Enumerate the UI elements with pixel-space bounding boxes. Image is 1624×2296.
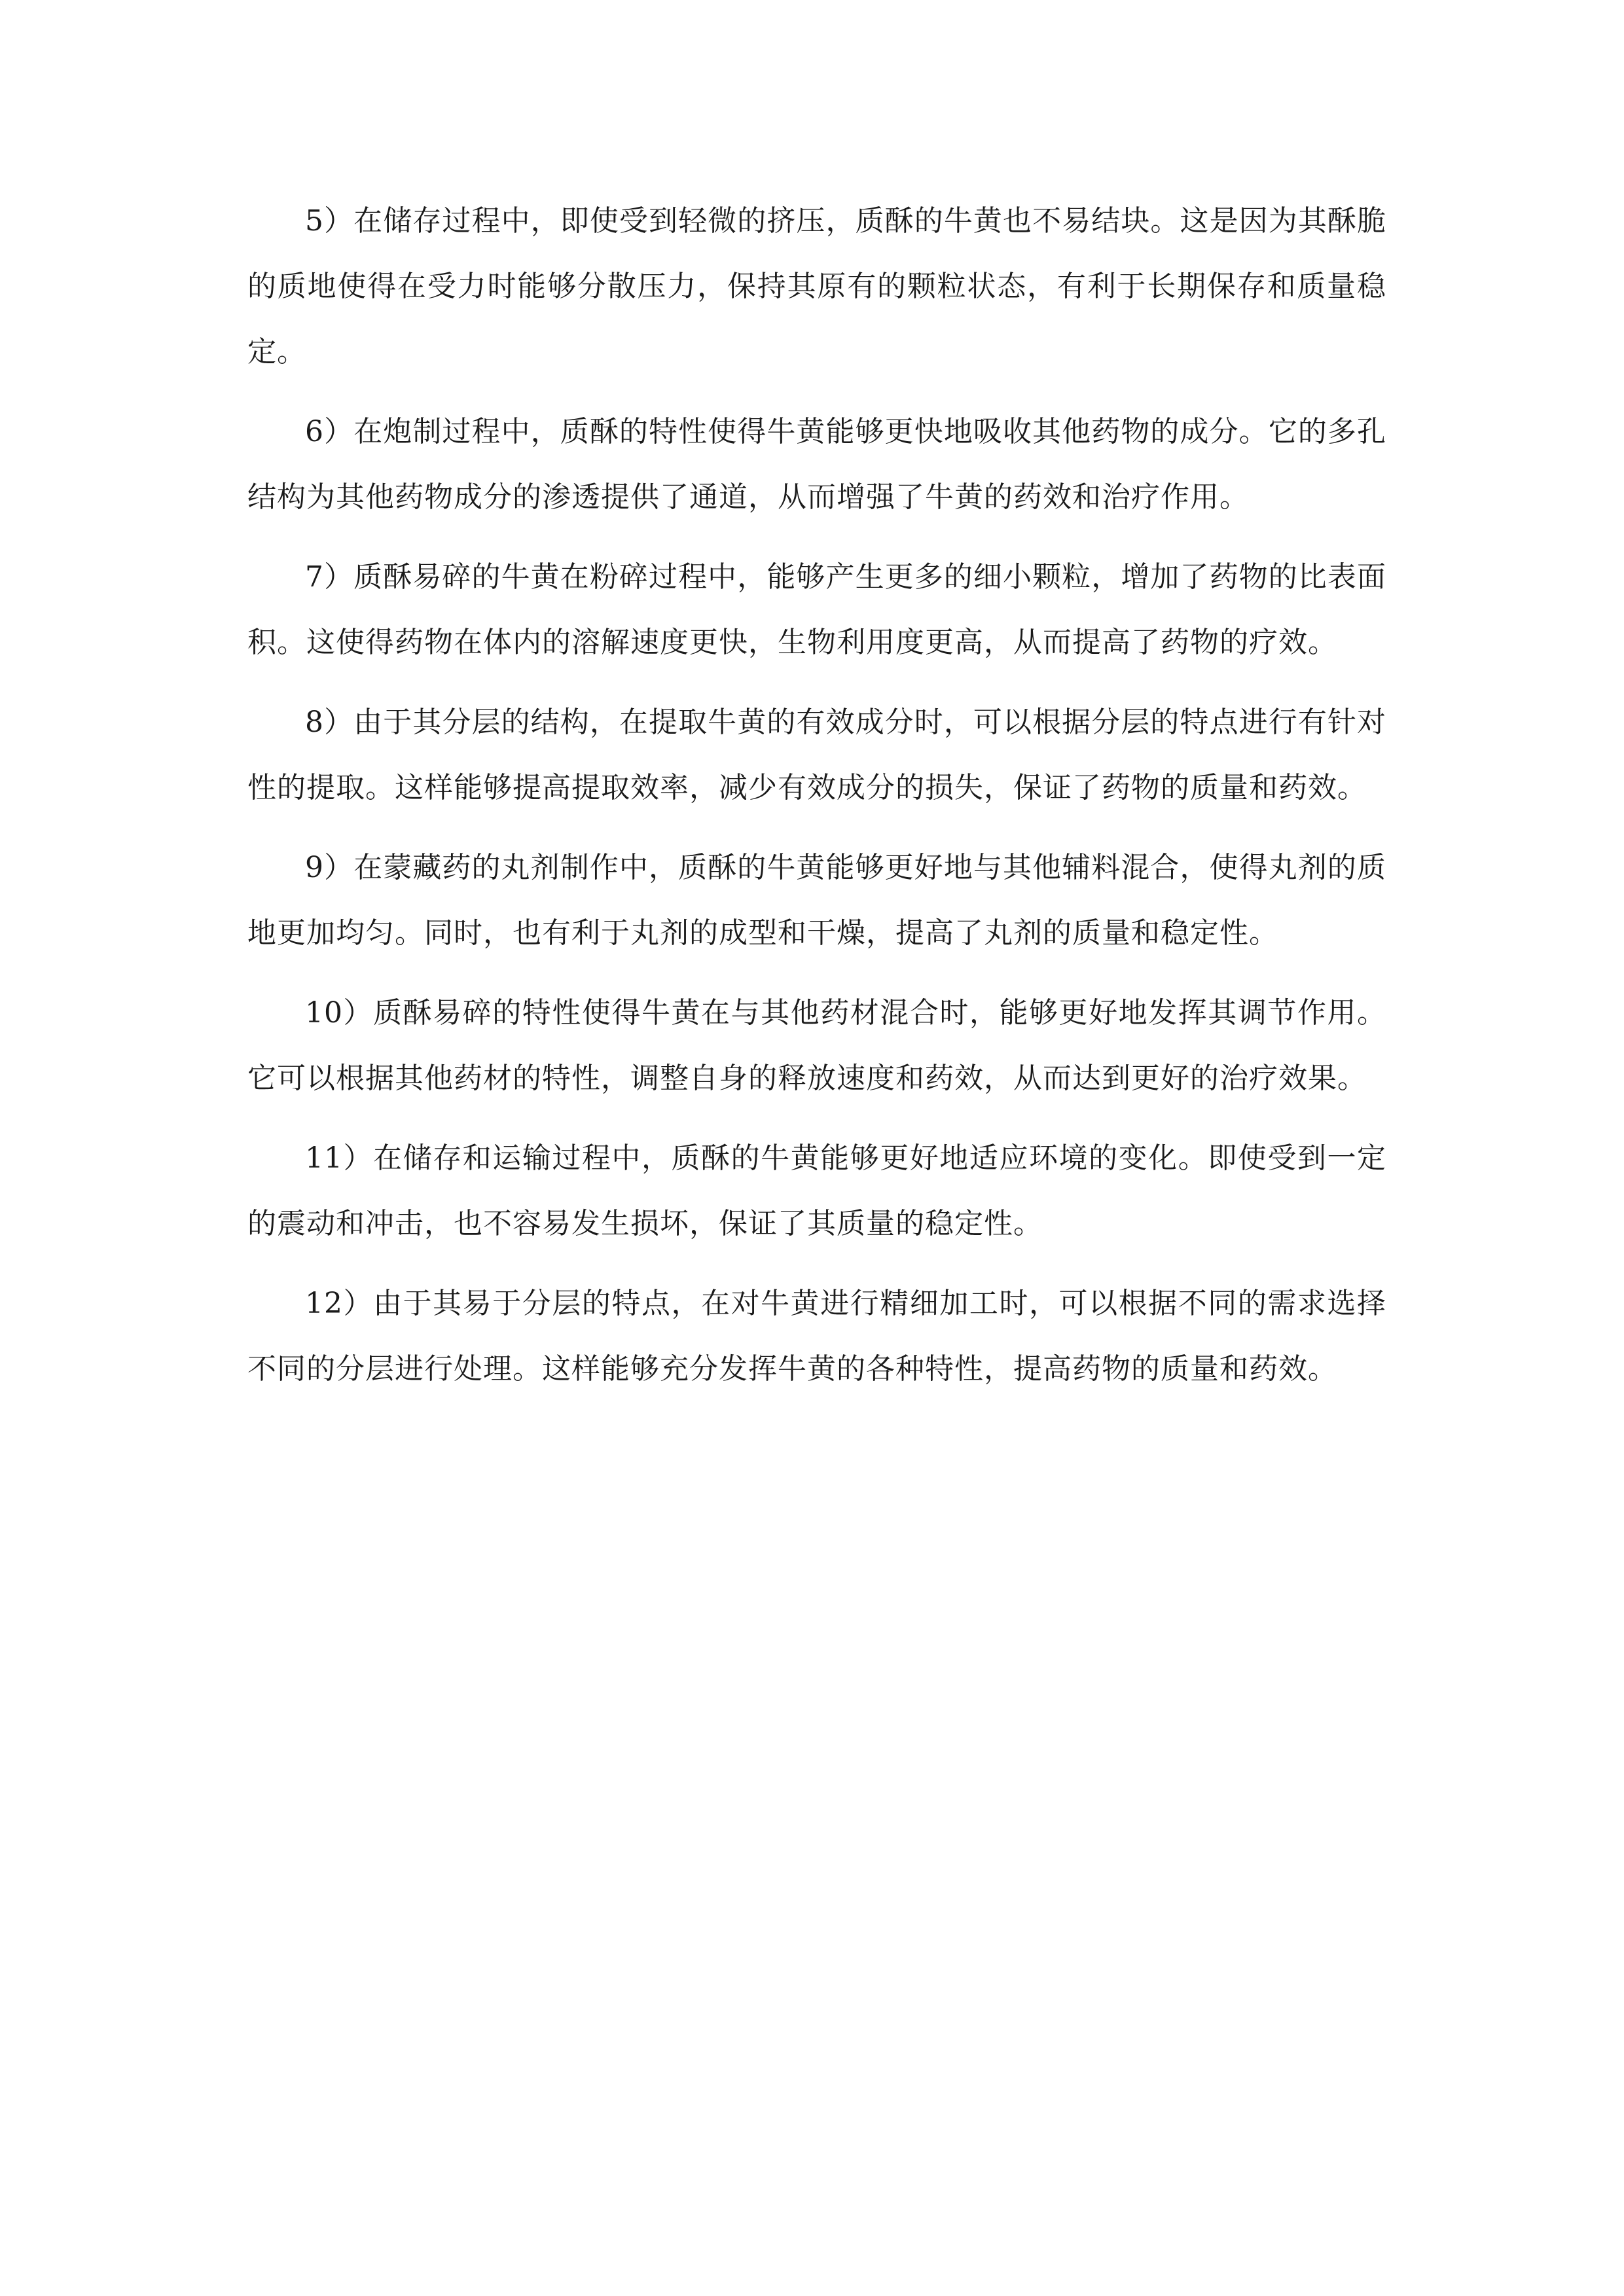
paragraph-9: 9）在蒙藏药的丸剂制作中，质酥的牛黄能够更好地与其他辅料混合，使得丸剂的质地更加均匀。同时，也有利于丸剂的成型和干燥，提高了丸剂的质量和稳定性。	[247, 851, 1386, 950]
paragraph-5: 5）在储存过程中，即使受到轻微的挤压，质酥的牛黄也不易结块。这是因为其酥脆的质地使得在受力时能够分散压力，保持其原有的颗粒状态，有利于长期保存和质量稳定。	[247, 204, 1386, 368]
paragraph-10: 10）质酥易碎的特性使得牛黄在与其他药材混合时，能够更好地发挥其调节作用。它可以根据其他药材的特性，调整自身的释放速度和药效，从而达到更好的治疗效果。	[247, 996, 1386, 1095]
document-body	[247, 188, 1386, 1416]
paragraph-7: 7）质酥易碎的牛黄在粉碎过程中，能够产生更多的细小颗粒，增加了药物的比表面积。这使得药物在体内的溶解速度更快，生物利用度更高，从而提高了药物的疗效。	[247, 560, 1386, 659]
paragraph-12: 12）由于其易于分层的特点，在对牛黄进行精细加工时，可以根据不同的需求选择不同的分层进行处理。这样能够充分发挥牛黄的各种特性，提高药物的质量和药效。	[247, 1287, 1386, 1386]
paragraph-6: 6）在炮制过程中，质酥的特性使得牛黄能够更快地吸收其他药物的成分。它的多孔结构为其他药物成分的渗透提供了通道，从而增强了牛黄的药效和治疗作用。	[247, 415, 1386, 514]
paragraph-8: 8）由于其分层的结构，在提取牛黄的有效成分时，可以根据分层的特点进行有针对性的提取。这样能够提高提取效率，减少有效成分的损失，保证了药物的质量和药效。	[247, 706, 1386, 804]
paragraph-11: 11）在储存和运输过程中，质酥的牛黄能够更好地适应环境的变化。即使受到一定的震动和冲击，也不容易发生损坏，保证了其质量的稳定性。	[247, 1141, 1386, 1240]
